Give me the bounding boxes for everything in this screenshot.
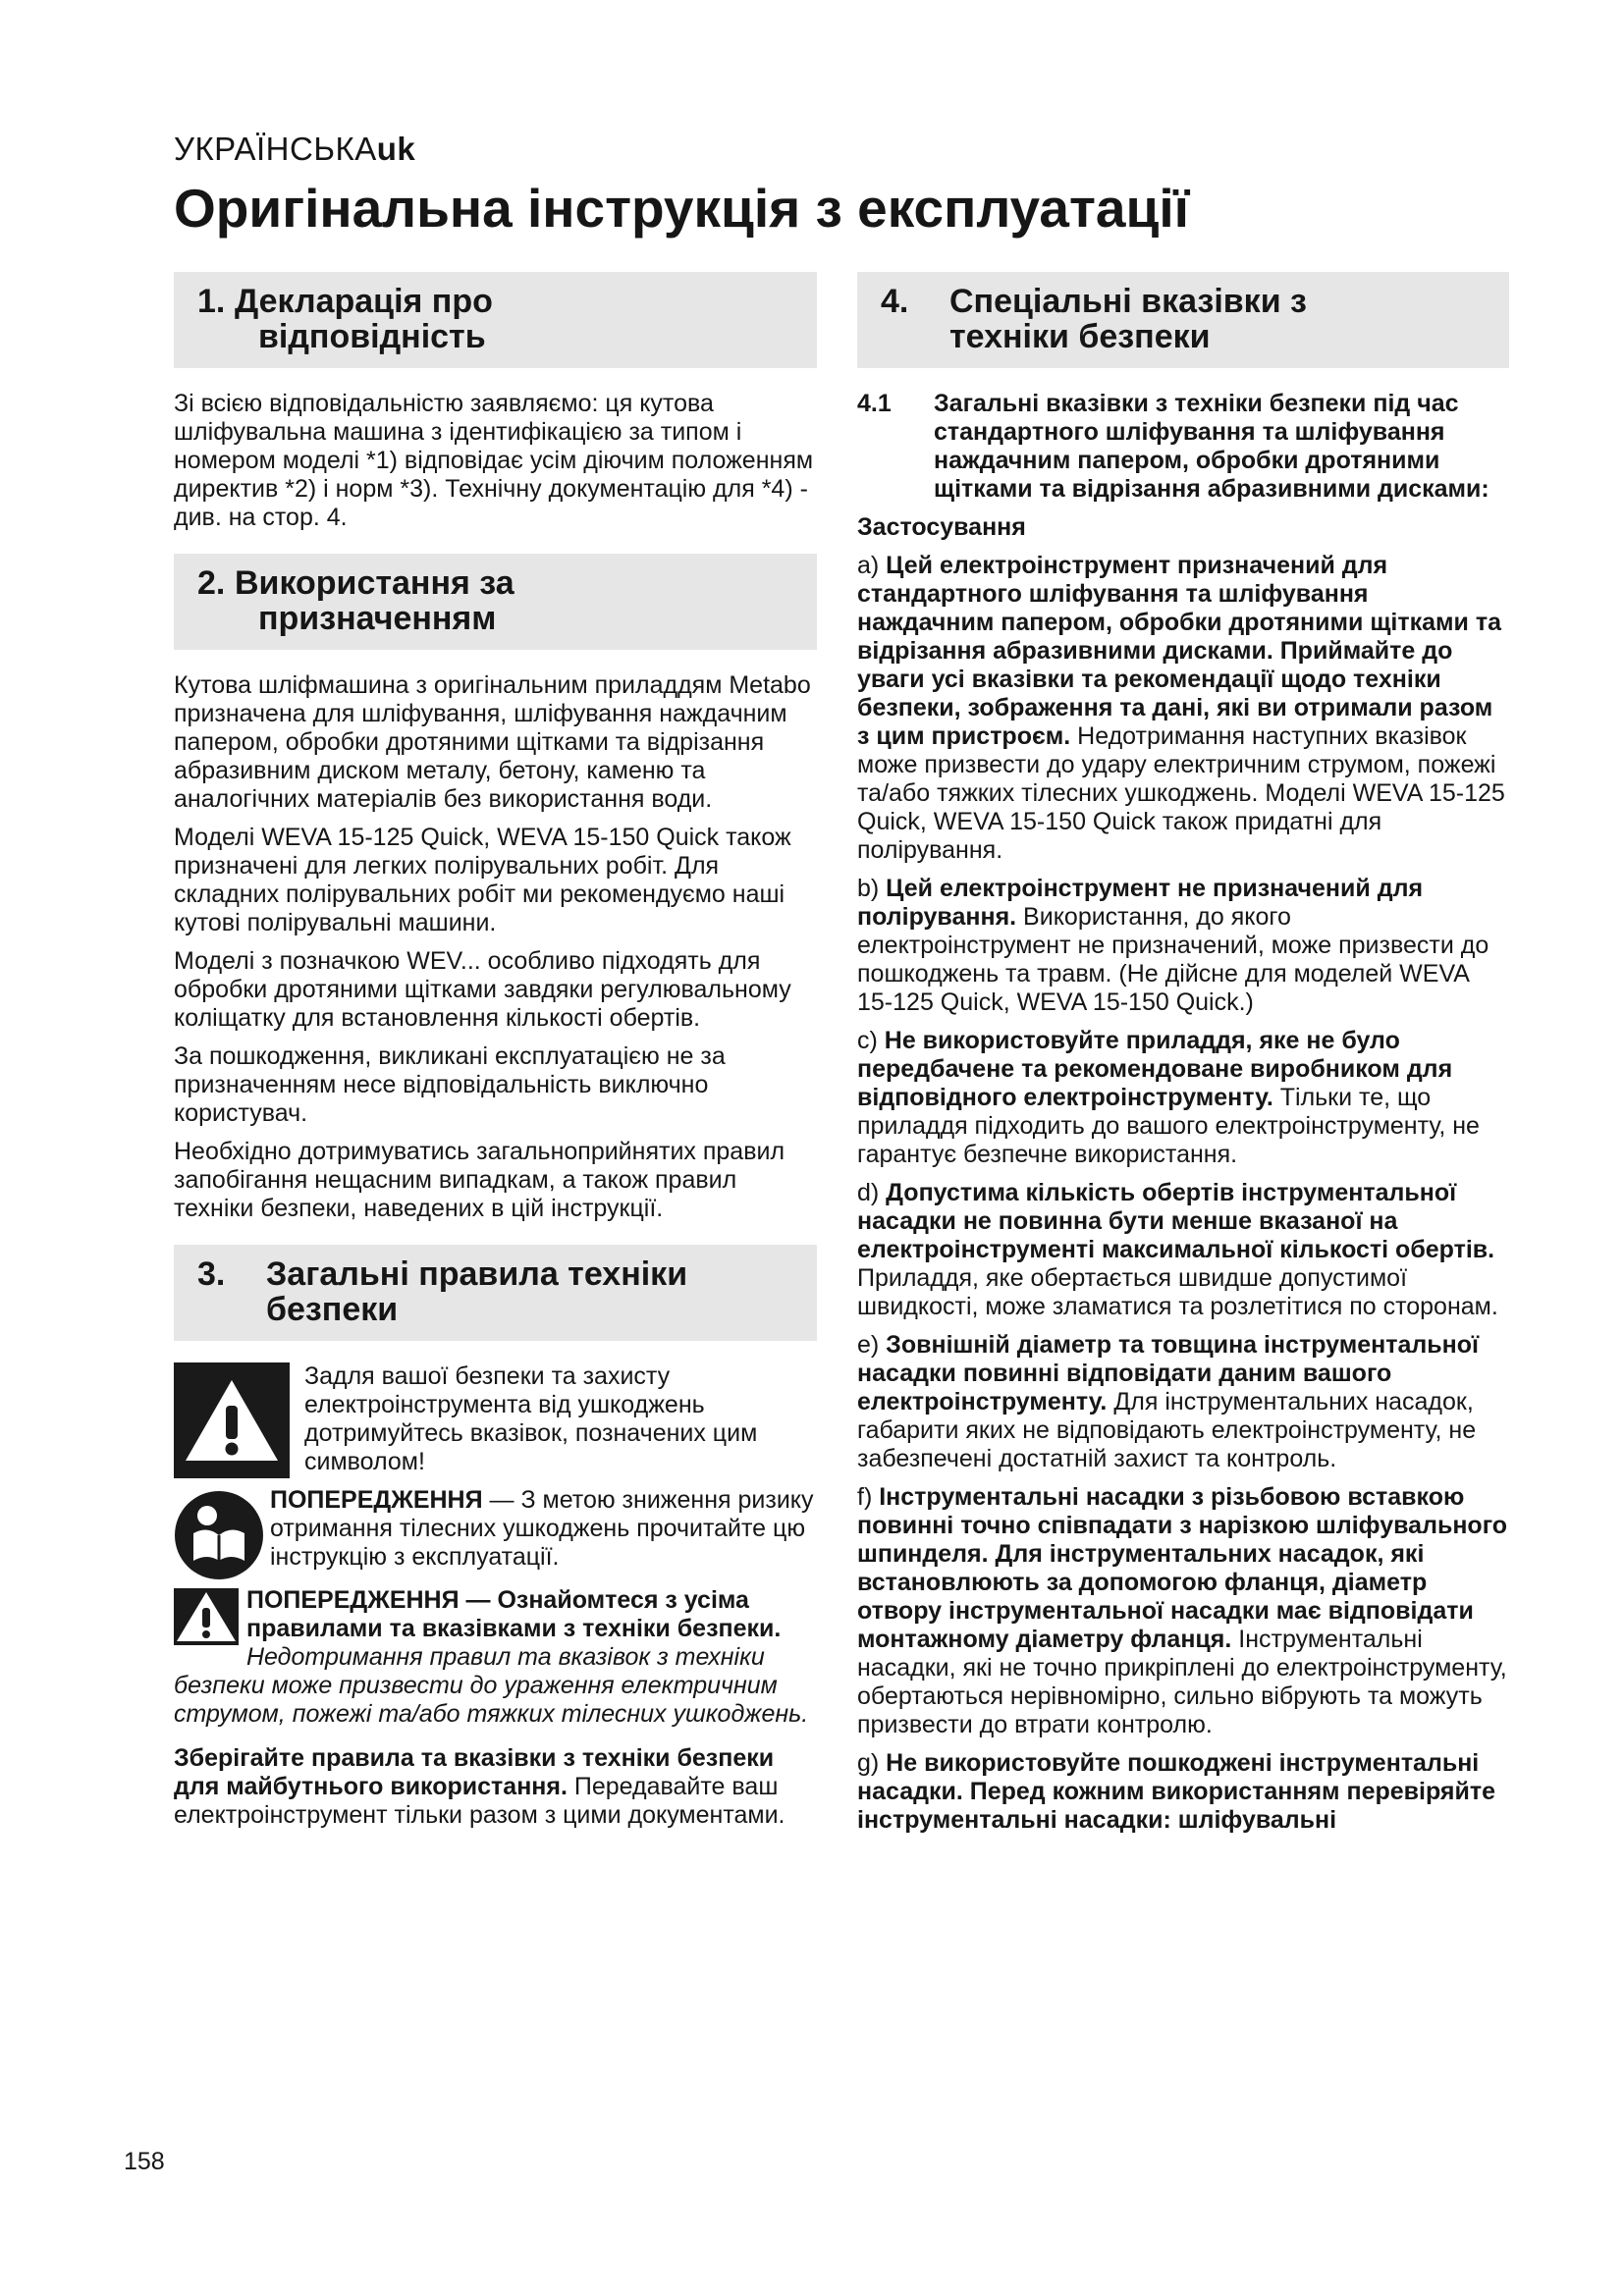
- rule-f: f) Інструментальні насадки з різьбовою вставкою повинні точно співпадати з нарізкою шліфувального шпинделя. Для інструментальних насадок, які встановлюють за допомогою фланця, діаметр отвору інструментальної насадки має відповідати монтажному діаметру фланця. Інструментальні насадки, які не точно прикріплені до електроінструменту, обертаються нерівномірно, сильно вібрують та можуть призвести до втрати контролю.: [857, 1483, 1508, 1738]
- section-2-para-1: Кутова шліфмашина з оригінальним приладдям Metabo призначена для шліфування, шліфування наждачним папером, обробки дротяними щітками та відрізання абразивним диском металу, бетону, каменю та аналогічних матеріалів без використання води.: [174, 671, 811, 813]
- keep-instructions-text: Зберігайте правила та вказівки з техніки безпеки для майбутнього використання. Передавайте ваш електроінструмент тільки разом з цими документами.: [174, 1744, 785, 1829]
- read-manual-block: [174, 1486, 817, 1580]
- page-number: 158: [124, 2148, 165, 2175]
- right-column: [857, 272, 1509, 1844]
- rule-c: c) Не використовуйте приладдя, яке не було передбачене та рекомендоване виробником для відповідного електроінструменту. Тільки те, що приладдя підходить до вашого електроінструменту, не гарантує безпечне використання.: [857, 1027, 1480, 1168]
- language-label: УКРАЇНСЬКАuk: [174, 131, 416, 167]
- application-heading: Застосування: [857, 513, 1026, 541]
- warning-triangle-icon: [174, 1362, 290, 1478]
- rule-e: e) Зовнішній діаметр та товщина інструментальної насадки повинні відповідати даним вашого електроінструменту. Для інструментальних насадок, габарити яких не відповідають електроінструменту, не забезпечені достатній захист та контроль.: [857, 1331, 1480, 1472]
- section-2-para-2: Моделі WEVA 15-125 Quick, WEVA 15-150 Quick також призначені для легких полірувальних робіт. Для складних полірувальних робіт ми рекомендуємо наші кутові полірувальні машини.: [174, 824, 791, 936]
- general-warning-text: ПОПЕРЕДЖЕННЯ — Ознайомтеся з усіма правилами та вказівками з техніки безпеки. Недотримання правил та вказівок з техніки безпеки може призвести до ураження електричним струмом, пожежі та/або тяжких тілесних ушкоджень.: [174, 1586, 809, 1728]
- subsection-4-1-heading: 4.1 Загальні вказівки з техніки безпеки під час стандартного шліфування та шліфування наждачним папером, обробки дротяними щітками та відрізання абразивними дисками:: [857, 390, 1489, 503]
- page-title: Оригінальна інструкція з експлуатації: [174, 178, 1190, 239]
- read-manual-text: ПОПЕРЕДЖЕННЯ — З метою зниження ризику отримання тілесних ушкоджень прочитайте цю інструкцію з експлуатації.: [270, 1486, 814, 1571]
- rule-g: g) Не використовуйте пошкоджені інструментальні насадки. Перед кожним використанням перевіряйте інструментальні насадки: шліфувальні: [857, 1749, 1496, 1834]
- read-manual-icon: [174, 1490, 264, 1580]
- warning-symbol-block: [174, 1362, 817, 1478]
- rule-b: b) Цей електроінструмент не призначений для полірування. Використання, до якого електроінструмент не призначений, може призвести до пошкоджень та травм. (Не дійсне для моделей WEVA 15-125 Quick, WEVA 15-150 Quick.): [857, 875, 1489, 1016]
- section-3-heading: 3. Загальні правила техніки безпеки: [174, 1245, 817, 1341]
- section-2-heading: 2. Використання за призначенням: [174, 554, 817, 650]
- section-4-heading: 4. Спеціальні вказівки з техніки безпеки: [857, 272, 1509, 368]
- rule-a: a) Цей електроінструмент призначений для стандартного шліфування та шліфування наждачним папером, обробки дротяними щітками та відрізання абразивними дисками. Приймайте до уваги усі вказівки та рекомендації щодо техніки безпеки, зображення та дані, які ви отримали разом з цим пристроєм. Недотримання наступних вказівок може призвести до удару електричним струмом, пожежі та/або тяжких тілесних ушкоджень. Моделі WEVA 15-125 Quick, WEVA 15-150 Quick також придатні для полірування.: [857, 552, 1505, 864]
- rule-d: d) Допустима кількість обертів інструментальної насадки не повинна бути менше вказаної на електроінструменті максимальної кількості обертів. Приладдя, яке обертається швидше допустимої швидкості, може зламатися та розлетітися по сторонам.: [857, 1179, 1498, 1320]
- left-column: [174, 272, 817, 1845]
- section-2-para-5: Необхідно дотримуватись загальноприйнятих правил запобігання нещасним випадкам, а також правил техніки безпеки, наведених в цій інструкції.: [174, 1138, 785, 1222]
- section-1-text: Зі всією відповідальністю заявляємо: ця кутова шліфувальна машина з ідентифікацією за типом і номером моделі *1) відповідає усім діючим положенням директив *2) і норм *3). Технічну документацію для *4) - див. на стор. 4.: [174, 390, 814, 531]
- warning-symbol-text: Задля вашої безпеки та захисту електроінструмента від ушкоджень дотримуйтесь вказівок, позначених цим символом!: [304, 1362, 758, 1475]
- section-2-para-4: За пошкодження, викликані експлуатацією не за призначенням несе відповідальність виключно користувач.: [174, 1042, 726, 1127]
- section-1-heading: 1. Декларація про відповідність: [174, 272, 817, 368]
- section-2-para-3: Моделі з позначкою WEV... особливо підходять для обробки дротяними щітками завдяки регулювальному коліщатку для встановлення кількості обертів.: [174, 947, 791, 1032]
- small-warning-triangle-icon: [174, 1588, 239, 1645]
